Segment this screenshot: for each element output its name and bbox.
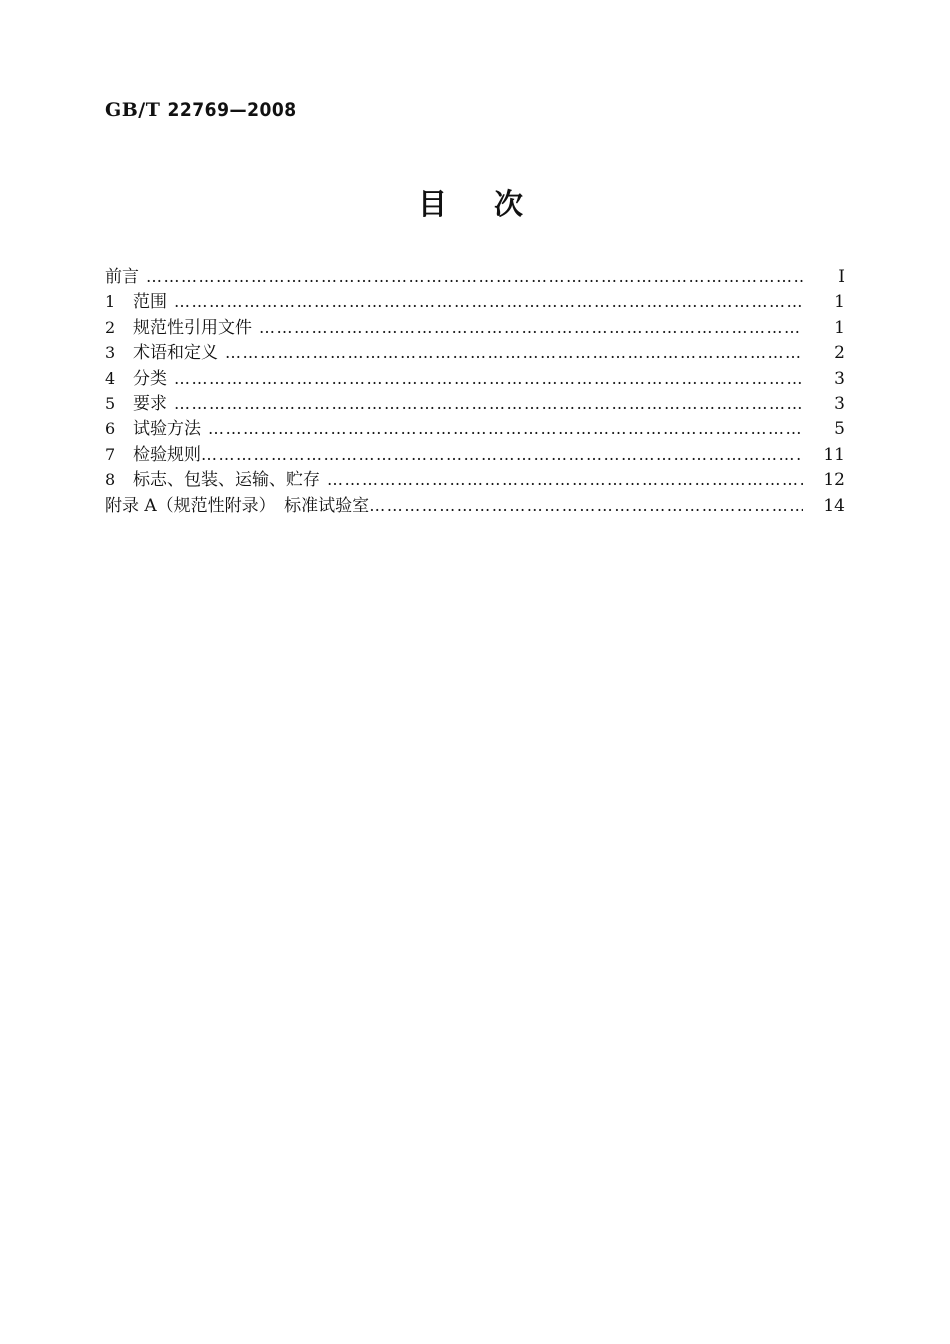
toc-entry-number: 3 xyxy=(105,343,116,363)
toc-entry-terms-definitions xyxy=(105,340,845,365)
toc-entry-number: 2 xyxy=(105,317,116,337)
toc-entry-label: 前言 xyxy=(105,267,139,287)
toc-entry-page: 3 xyxy=(834,393,845,414)
toc-entry-page: 2 xyxy=(834,343,845,364)
dot-leader xyxy=(146,264,803,290)
dot-leader xyxy=(259,315,803,341)
toc-entry-foreword xyxy=(105,264,845,289)
toc-entry-page: 5 xyxy=(834,419,845,440)
dot-leader xyxy=(174,391,803,417)
dot-leader xyxy=(174,366,803,392)
toc-entry-normative-references xyxy=(105,315,845,340)
dot-leader xyxy=(327,467,803,493)
dot-leader xyxy=(201,442,803,468)
toc-entry-label: 试验方法 xyxy=(133,419,201,440)
toc-entry-page: 1 xyxy=(834,292,845,313)
toc-entry-label: 分类 xyxy=(133,368,167,389)
toc-entry-marking-packaging-transport-storage xyxy=(105,467,845,492)
toc-entry-number: 7 xyxy=(105,444,116,464)
page-title: 目 次 xyxy=(417,187,532,221)
toc-entry-number: 1 xyxy=(105,292,116,312)
toc-entry-number: 5 xyxy=(105,393,116,413)
table-of-contents xyxy=(105,264,845,518)
toc-entry-label: 范围 xyxy=(133,292,167,313)
toc-entry-test-methods xyxy=(105,416,845,441)
standard-code-prefix: GB/T xyxy=(105,99,161,121)
dot-leader xyxy=(369,493,803,519)
toc-entry-number: 4 xyxy=(105,368,116,388)
toc-entry-label: 术语和定义 xyxy=(133,343,218,364)
toc-entry-number: 8 xyxy=(105,470,116,490)
toc-entry-scope xyxy=(105,289,845,314)
toc-entry-page: 14 xyxy=(823,495,845,516)
standard-code xyxy=(105,99,297,121)
toc-entry-page: I xyxy=(838,267,845,287)
toc-entry-label: 附录 A（规范性附录） 标准试验室 xyxy=(105,495,370,516)
toc-entry-page: 12 xyxy=(823,470,845,491)
toc-entry-page: 11 xyxy=(823,444,845,465)
toc-entry-number: 6 xyxy=(105,419,116,439)
toc-entry-page: 1 xyxy=(834,317,845,338)
dot-leader xyxy=(208,416,803,442)
toc-entry-label: 要求 xyxy=(133,393,167,414)
toc-entry-page: 3 xyxy=(834,368,845,389)
toc-entry-label: 规范性引用文件 xyxy=(133,317,252,338)
dot-leader xyxy=(225,340,803,366)
dot-leader xyxy=(174,289,803,315)
toc-entry-classification xyxy=(105,366,845,391)
toc-entry-requirements xyxy=(105,391,845,416)
toc-entry-label: 标志、包装、运输、贮存 xyxy=(133,470,320,491)
toc-entry-label: 检验规则 xyxy=(133,444,201,465)
toc-entry-appendix-a xyxy=(105,493,845,518)
toc-entry-inspection-rules xyxy=(105,442,845,467)
standard-code-number: 22769—2008 xyxy=(167,99,297,121)
